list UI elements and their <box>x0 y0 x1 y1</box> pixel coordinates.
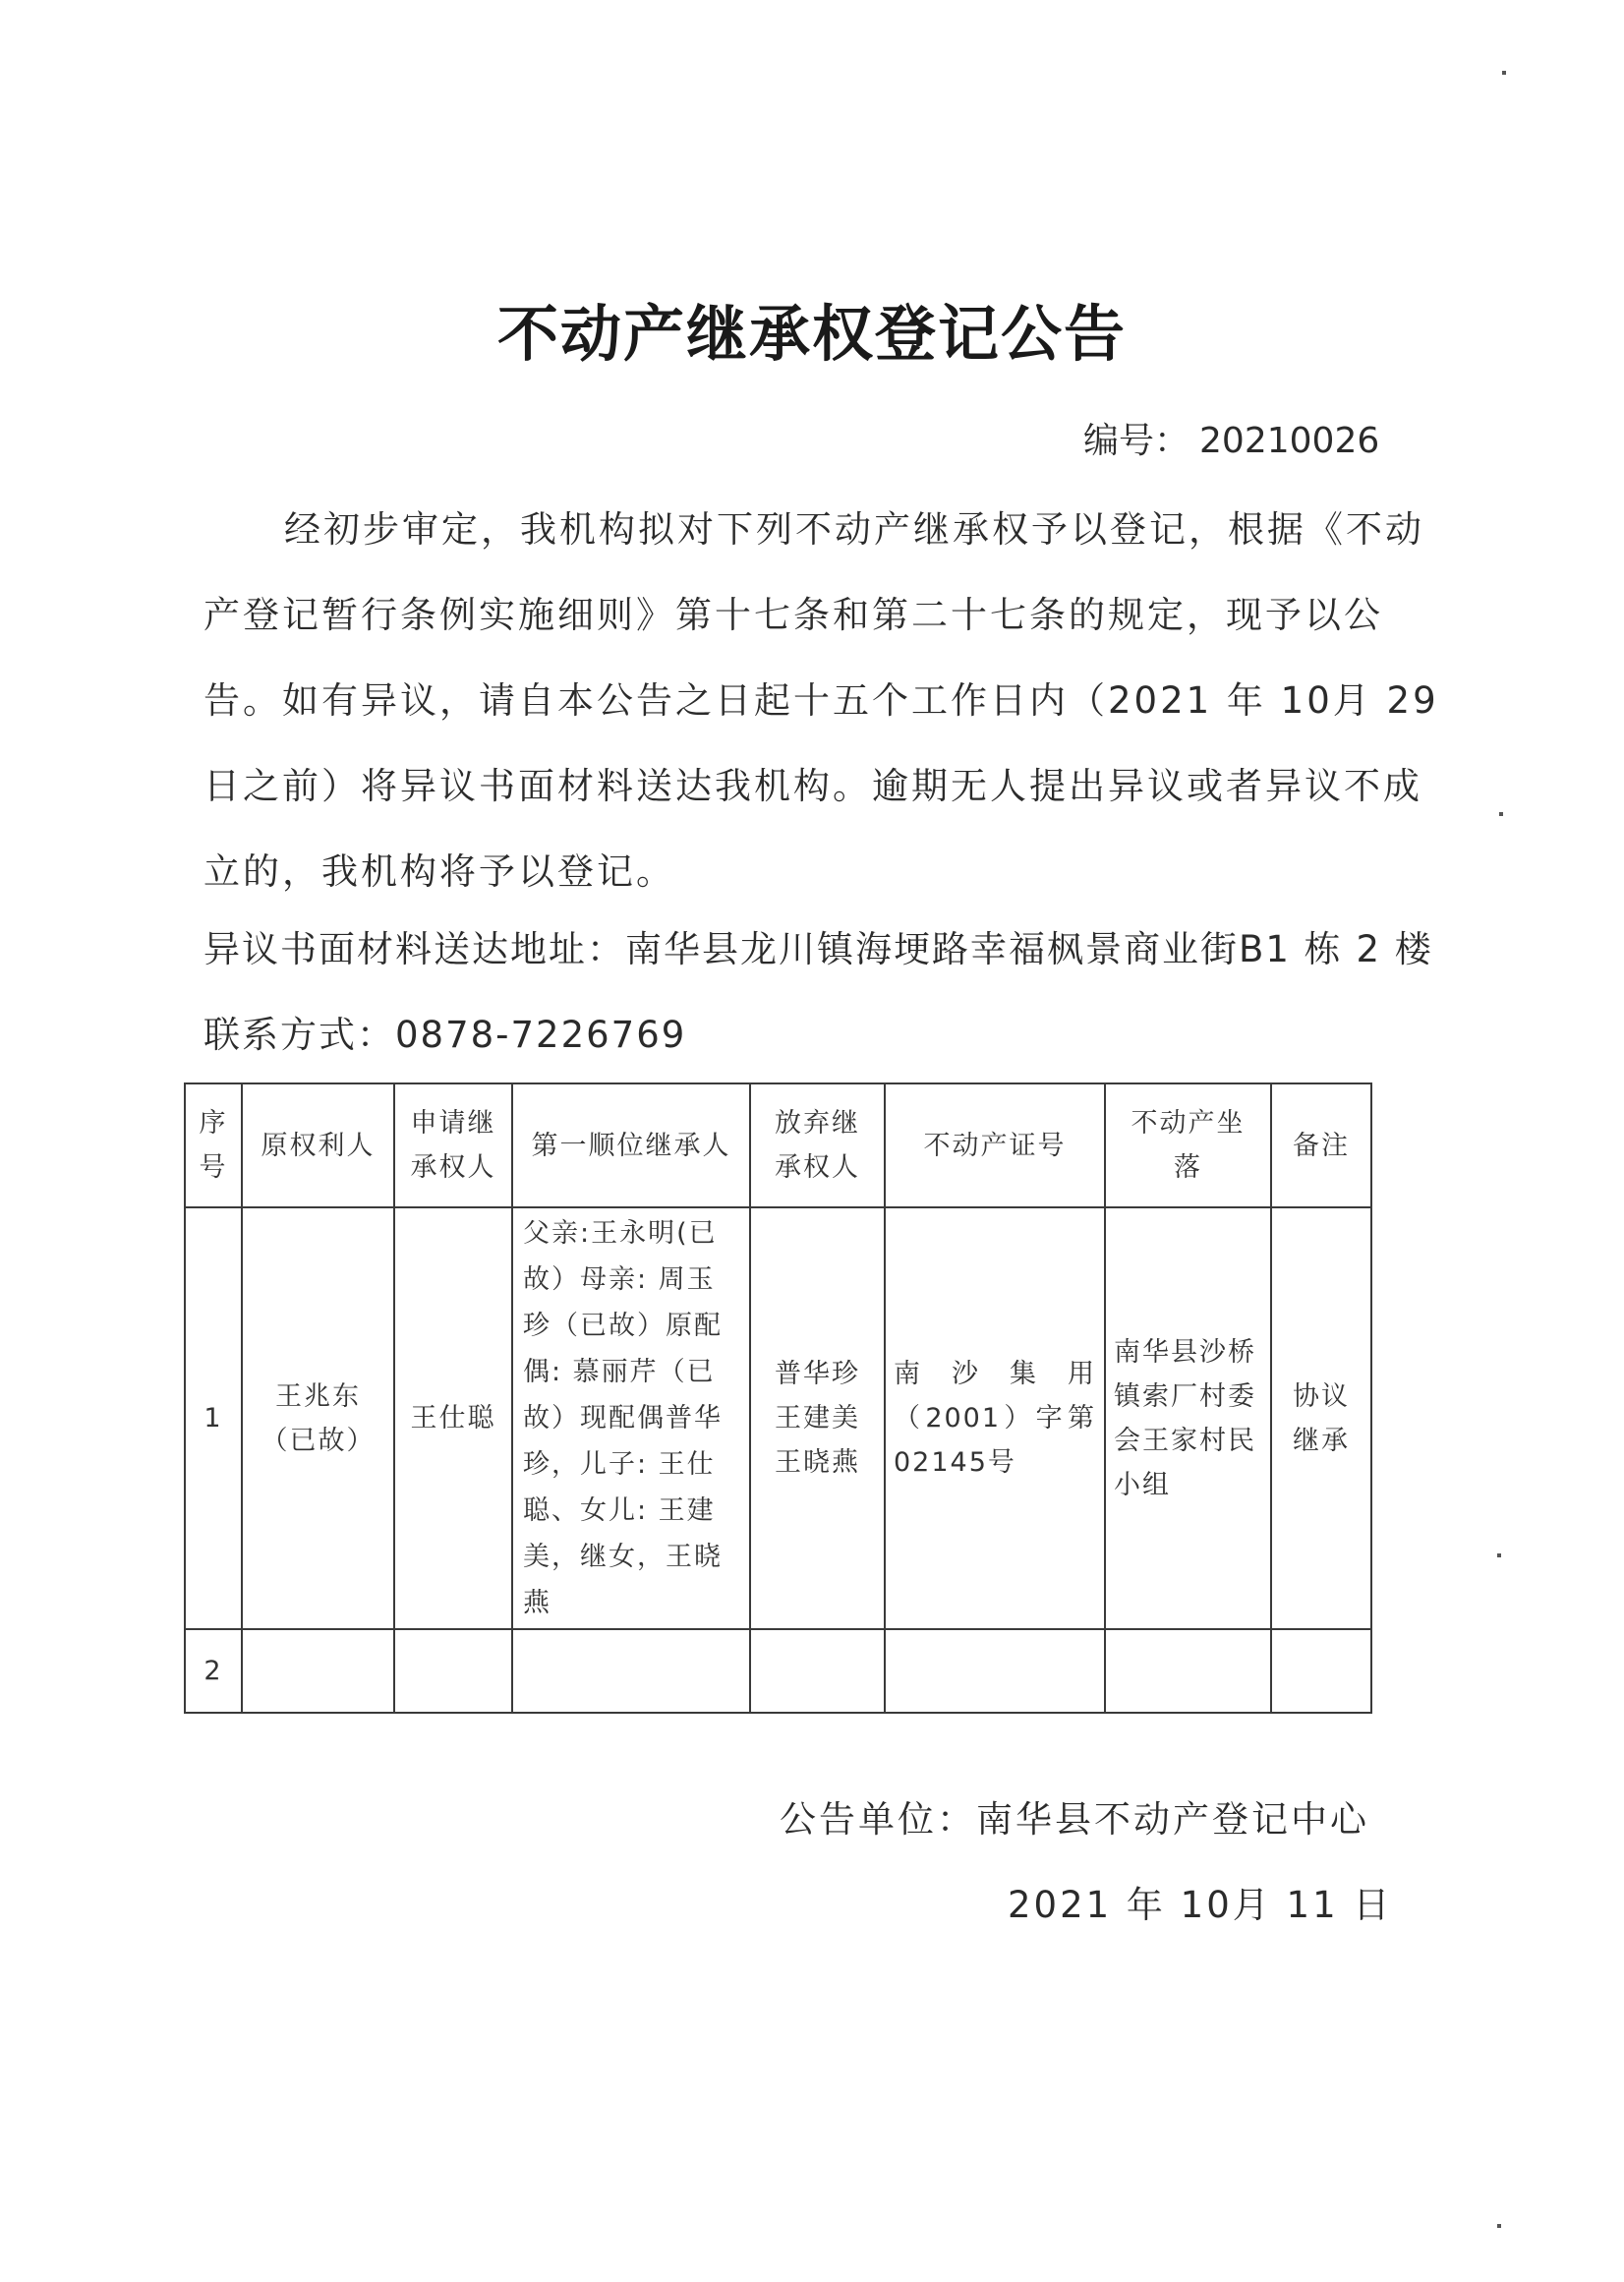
inheritance-registration-table <box>184 1082 1372 1714</box>
issuing-unit: 公告单位：南华县不动产登记中心 <box>780 1798 1369 1841</box>
cell-remark <box>1271 1629 1371 1713</box>
cell-certificate-number: 南沙集用（2001）字第02145号 <box>885 1207 1105 1629</box>
cell-renouncing-heirs <box>750 1629 885 1713</box>
cell-original-owner <box>242 1629 394 1713</box>
header-certificate-number: 不动产证号 <box>885 1083 1105 1207</box>
cell-seq: 2 <box>185 1629 242 1713</box>
cell-applicant: 王仕聪 <box>394 1207 512 1629</box>
header-remark: 备注 <box>1271 1083 1371 1207</box>
cell-renouncing-heirs: 普华珍 王建美 王晓燕 <box>750 1207 885 1629</box>
header-seq: 序 号 <box>185 1083 242 1207</box>
announcement-body: 经初步审定，我机构拟对下列不动产继承权予以登记，根据《不动产登记暂行条例实施细则》第十七条和第二十七条的规定，现予以公告。如有异议，请自本公告之日起十五个工作日内（2021 年 10月 29日之前）将异议书面材料送达我机构。逾期无人提出异议或者异议不成立的，我机构将予以登记。 <box>203 508 1439 893</box>
header-original-owner: 原权利人 <box>242 1083 394 1207</box>
cell-seq: 1 <box>185 1207 242 1629</box>
scan-speck <box>1497 2224 1501 2228</box>
cell-first-heirs: 父亲:王永明(已故）母亲: 周玉珍（已故）原配偶: 慕丽芹（已故）现配偶普华珍，儿子: 王仕聪、女儿: 王建美，继女，王晓燕 <box>512 1207 750 1629</box>
header-first-heirs: 第一顺位继承人 <box>512 1083 750 1207</box>
table-row <box>185 1207 1371 1629</box>
document-number <box>1083 413 1379 463</box>
cell-property-location: 南华县沙桥镇索厂村委会王家村民小组 <box>1105 1207 1271 1629</box>
cell-certificate-number <box>885 1629 1105 1713</box>
header-renouncing-heirs: 放弃继 承权人 <box>750 1083 885 1207</box>
contact-info: 联系方式：0878-7226769 <box>203 1014 687 1056</box>
scan-speck <box>1497 1553 1501 1557</box>
issue-date: 2021 年 10月 11 日 <box>1008 1884 1393 1926</box>
header-property-location: 不动产坐 落 <box>1105 1083 1271 1207</box>
scan-speck <box>1502 71 1506 75</box>
table-row <box>185 1629 1371 1713</box>
scan-speck <box>1499 812 1503 816</box>
objection-address: 异议书面材料送达地址：南华县龙川镇海埂路幸福枫景商业街B1 栋 2 楼 <box>203 928 1433 970</box>
cell-first-heirs <box>512 1629 750 1713</box>
document-number-value: 20210026 <box>1199 421 1380 461</box>
cell-applicant <box>394 1629 512 1713</box>
cell-property-location <box>1105 1629 1271 1713</box>
cell-remark: 协议 继承 <box>1271 1207 1371 1629</box>
document-number-label: 编号： <box>1083 421 1190 461</box>
table-header-row <box>185 1083 1371 1207</box>
header-applicant: 申请继 承权人 <box>394 1083 512 1207</box>
cell-original-owner: 王兆东 （已故） <box>242 1207 394 1629</box>
page-title: 不动产继承权登记公告 <box>496 298 1127 370</box>
